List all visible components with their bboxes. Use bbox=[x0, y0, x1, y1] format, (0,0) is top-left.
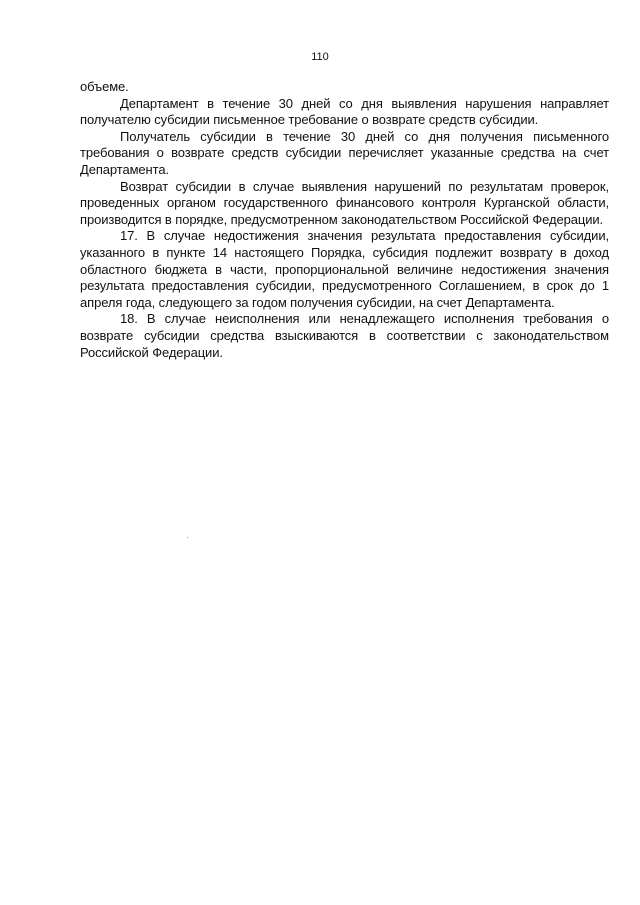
paragraph-recipient-refund: Получатель субсидии в течение 30 дней со дня получения письменного требования о возврате средств субсидии перечисляет указанные средства на счет Департамента. bbox=[80, 128, 609, 177]
paragraph-continuation: объеме. bbox=[80, 79, 129, 94]
document-body bbox=[80, 79, 609, 361]
paragraph-audit-refund: Возврат субсидии в случае выявления нарушений по результатам проверок, проведенных органом государственного финансового контроля Курганской области, производится в порядке, предусмотренном законодательством Российской Федерации. bbox=[80, 178, 609, 227]
paragraph-item-18: 18. В случае неисполнения или ненадлежащего исполнения требования о возврате субсидии средства взыскиваются в соответствии с законодательством Российской Федерации. bbox=[80, 311, 609, 360]
paragraph-violation-notice: Департамент в течение 30 дней со дня выявления нарушения направляет получателю субсидии письменное требование о возврате средств субсидии. bbox=[80, 95, 609, 128]
scan-speck bbox=[187, 537, 188, 538]
page-number: 110 bbox=[311, 51, 329, 63]
paragraph-item-17: 17. В случае недостижения значения результата предоставления субсидии, указанного в пункте 14 настоящего Порядка, субсидия подлежит возврату в доход областного бюджета в части, пропорциональной величине недостижения значения результата предоставления субсидии, предусмотренного Соглашением, в срок до 1 апреля года, следующего за годом получения субсидии, на счет Департамента. bbox=[80, 228, 609, 310]
